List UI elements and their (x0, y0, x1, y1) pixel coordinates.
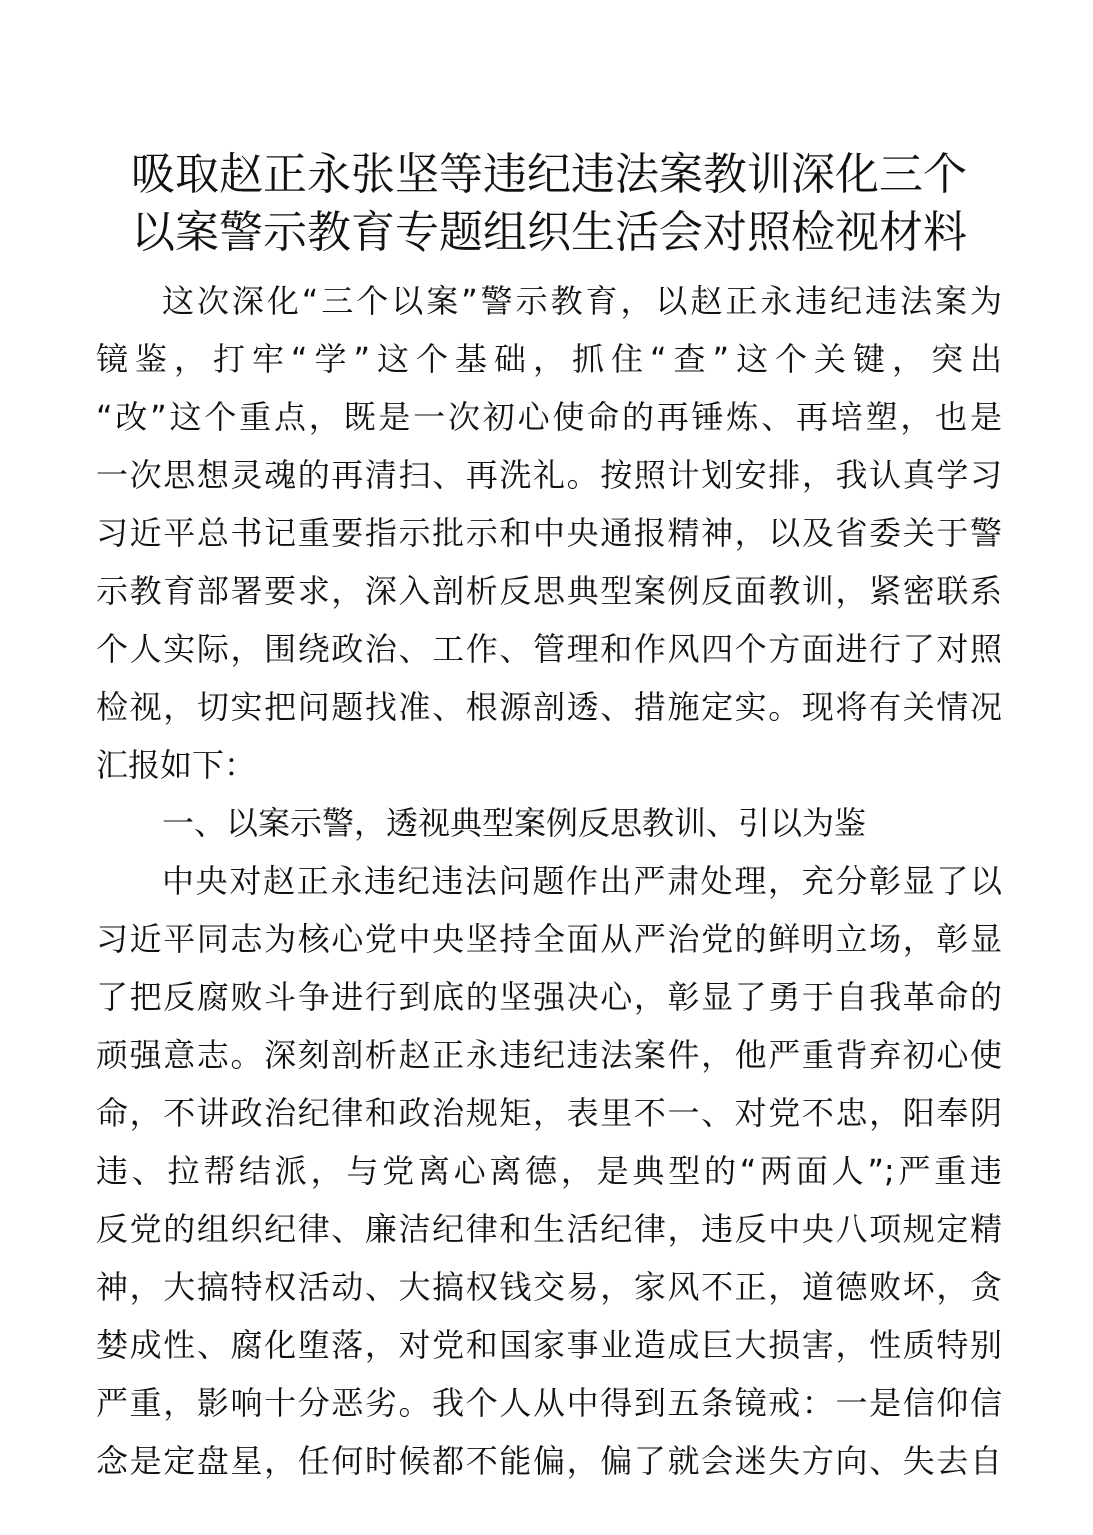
body-line: 神，大搞特权活动、大搞权钱交易，家风不正，道德败坏，贪 (96, 1268, 1002, 1306)
body-line: 镜鉴，打牢“学”这个基础，抓住“查”这个关键，突出 (96, 340, 1002, 378)
body-line: 汇报如下： (96, 746, 257, 784)
body-line: 中央对赵正永违纪违法问题作出严肃处理，充分彰显了以 (162, 862, 1002, 900)
body-line: 婪成性、腐化堕落，对党和国家事业造成巨大损害，性质特别 (96, 1326, 1002, 1364)
body-line: 个人实际，围绕政治、工作、管理和作风四个方面进行了对照 (96, 630, 1002, 668)
title-line-2: 以案警示教育专题组织生活会对照检视材料 (131, 207, 967, 258)
title-line-1: 吸取赵正永张坚等违纪违法案教训深化三个 (131, 149, 967, 200)
section-heading: 一、以案示警，透视典型案例反思教训、引以为鉴 (162, 804, 867, 842)
body-line: 习近平同志为核心党中央坚持全面从严治党的鲜明立场，彰显 (96, 920, 1002, 958)
body-line: 违、拉帮结派，与党离心离德，是典型的“两面人”;严重违 (96, 1152, 1002, 1190)
body-line: 顽强意志。深刻剖析赵正永违纪违法案件，他严重背弃初心使 (96, 1036, 1002, 1074)
body-line: 检视，切实把问题找准、根源剖透、措施定实。现将有关情况 (96, 688, 1002, 726)
body-line: 命，不讲政治纪律和政治规矩，表里不一、对党不忠，阳奉阴 (96, 1094, 1002, 1132)
body-line: 这次深化“三个以案”警示教育，以赵正永违纪违法案为 (162, 282, 1002, 320)
body-line: 了把反腐败斗争进行到底的坚强决心，彰显了勇于自我革命的 (96, 978, 1002, 1016)
body-line: 念是定盘星，任何时候都不能偏，偏了就会迷失方向、失去自 (96, 1442, 1002, 1480)
body-line: “改”这个重点，既是一次初心使命的再锤炼、再培塑，也是 (96, 398, 1002, 436)
body-line: 反党的组织纪律、廉洁纪律和生活纪律，违反中央八项规定精 (96, 1210, 1002, 1248)
body-line: 严重，影响十分恶劣。我个人从中得到五条镜戒：一是信仰信 (96, 1384, 1002, 1422)
document-title (98, 146, 1000, 262)
body-line: 习近平总书记重要指示批示和中央通报精神，以及省委关于警 (96, 514, 1002, 552)
body-line: 示教育部署要求，深入剖析反思典型案例反面教训，紧密联系 (96, 572, 1002, 610)
body-line: 一次思想灵魂的再清扫、再洗礼。按照计划安排，我认真学习 (96, 456, 1002, 494)
